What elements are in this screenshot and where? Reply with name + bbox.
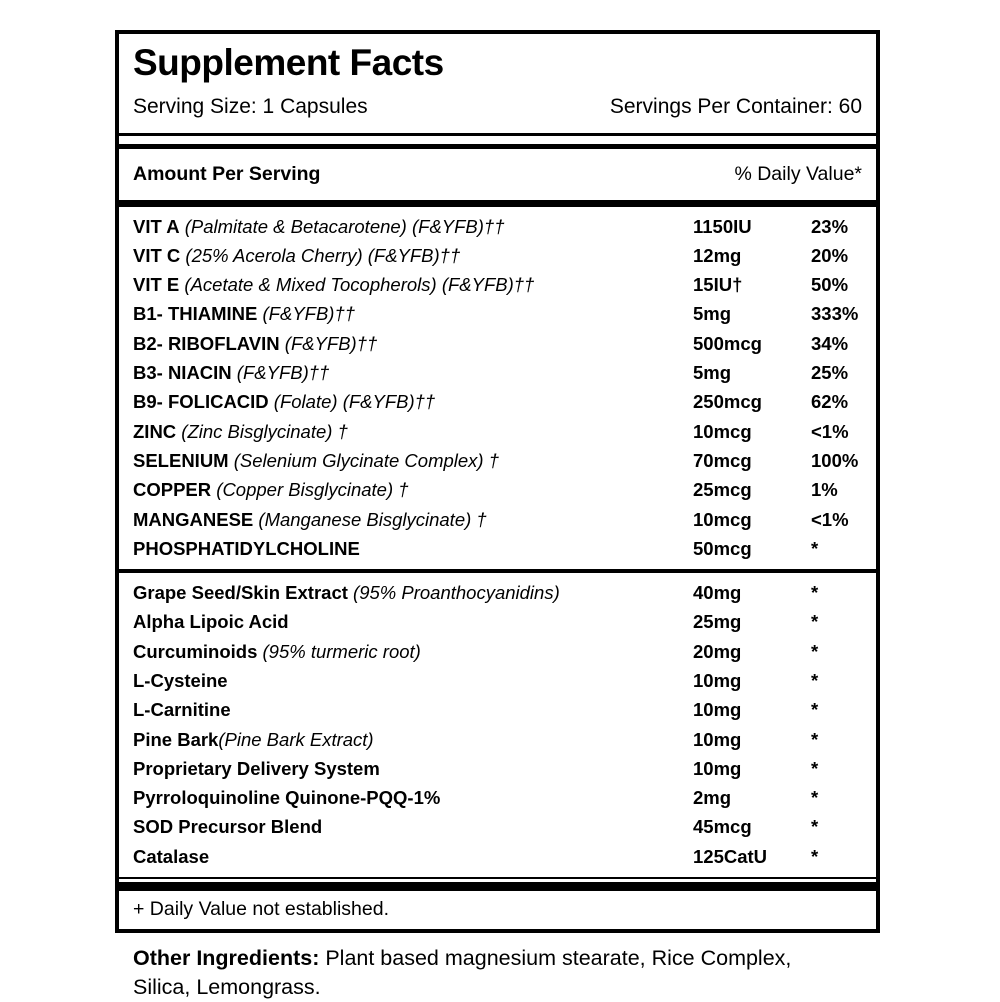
supplement-facts-panel [115, 30, 880, 933]
ingredient-name: Proprietary Delivery System [133, 757, 380, 779]
ingredient-detail: (Zinc Bisglycinate) † [176, 420, 348, 442]
nutrient-row [119, 241, 876, 270]
ingredient-amount: 10mg [693, 757, 742, 779]
daily-value-header: % Daily Value* [734, 162, 862, 185]
nutrients-table [119, 207, 876, 570]
ingredient-name: VIT A (Palmitate & Betacarotene) (F&YFB)†† [133, 215, 505, 237]
column-header-row [119, 149, 876, 207]
ingredient-daily-value: * [811, 787, 819, 809]
other-ingredients-label: Other Ingredients: [133, 945, 320, 970]
ingredient-detail: (Acetate & Mixed Tocopherols) (F&YFB)†† [179, 274, 535, 296]
ingredient-detail: (Manganese Bisglycinate) † [253, 508, 487, 530]
ingredient-amount: 10mg [693, 728, 742, 750]
ingredient-name: B2- RIBOFLAVIN (F&YFB)†† [133, 332, 378, 354]
botanical-row [119, 578, 876, 607]
ingredient-daily-value: * [811, 757, 819, 779]
ingredient-amount: 25mcg [693, 479, 752, 501]
nutrient-row [119, 505, 876, 534]
botanical-row [119, 812, 876, 841]
nutrient-row [119, 417, 876, 446]
ingredient-detail: (F&YFB)†† [231, 362, 330, 384]
ingredient-name: PHOSPHATIDYLCHOLINE [133, 537, 360, 559]
servings-per-container: Servings Per Container: 60 [609, 94, 862, 118]
botanicals-table [119, 573, 876, 877]
amount-per-serving-header: Amount Per Serving [133, 162, 321, 185]
panel-header [119, 34, 876, 133]
panel-title: Supplement Facts [133, 42, 444, 83]
ingredient-amount: 500mcg [693, 332, 762, 354]
nutrient-row [119, 387, 876, 416]
ingredient-detail: (F&YFB)†† [257, 303, 356, 325]
ingredient-amount: 10mcg [693, 508, 752, 530]
ingredient-daily-value: 100% [811, 449, 859, 471]
ingredient-daily-value: * [811, 728, 819, 750]
ingredient-name: L-Cysteine [133, 670, 228, 691]
ingredient-name: B1- THIAMINE (F&YFB)†† [133, 303, 356, 325]
ingredient-amount: 5mg [693, 362, 732, 384]
ingredient-name: ZINC (Zinc Bisglycinate) † [133, 420, 348, 442]
ingredient-detail: (Folate) (F&YFB)†† [268, 391, 436, 413]
nutrient-row [119, 329, 876, 358]
ingredient-name: VIT E (Acetate & Mixed Tocopherols) (F&YFB)†† [133, 274, 535, 296]
ingredient-name: B3- NIACIN (F&YFB)†† [133, 362, 330, 384]
ingredient-amount: 70mcg [693, 449, 752, 471]
nutrient-row [119, 475, 876, 504]
botanical-row [119, 695, 876, 724]
ingredient-name: Alpha Lipoic Acid [133, 611, 289, 633]
ingredient-name: Pine Bark(Pine Bark Extract) [133, 728, 374, 750]
other-ingredients-text: Plant based magnesium stearate, Rice Complex, Silica, Lemongrass. [133, 945, 792, 999]
ingredient-name: COPPER (Copper Bisglycinate) † [133, 479, 409, 501]
botanical-row [119, 783, 876, 812]
ingredient-amount: 125CatU [693, 845, 768, 867]
ingredient-detail: (Palmitate & Betacarotene) (F&YFB)†† [179, 215, 505, 237]
ingredient-daily-value: * [811, 670, 819, 691]
ingredient-amount: 2mg [693, 787, 732, 809]
nutrient-row [119, 270, 876, 299]
ingredient-name: MANGANESE (Manganese Bisglycinate) † [133, 508, 487, 530]
ingredient-daily-value: 50% [811, 274, 849, 296]
ingredient-name: Catalase [133, 845, 210, 867]
ingredient-name: SELENIUM (Selenium Glycinate Complex) † [133, 449, 500, 471]
ingredient-detail: (95% Proanthocyanidins) [347, 582, 560, 604]
ingredient-amount: 10mcg [693, 420, 752, 442]
ingredient-detail: (25% Acerola Cherry) (F&YFB)†† [180, 244, 461, 266]
ingredient-amount: 250mcg [693, 391, 762, 413]
ingredient-daily-value: 333% [811, 303, 859, 325]
ingredient-amount: 12mg [693, 244, 742, 266]
nutrient-row [119, 446, 876, 475]
ingredient-daily-value: 25% [811, 362, 849, 384]
ingredient-name: Pyrroloquinoline Quinone-PQQ-1% [133, 787, 441, 809]
nutrient-row [119, 534, 876, 563]
botanical-row [119, 607, 876, 636]
ingredient-amount: 40mg [693, 582, 742, 604]
ingredient-name: Grape Seed/Skin Extract (95% Proanthocyanidins) [133, 582, 560, 604]
ingredient-daily-value: <1% [811, 420, 849, 442]
header-divider [119, 133, 876, 149]
ingredient-daily-value: * [811, 699, 819, 721]
ingredient-daily-value: * [811, 611, 819, 633]
nutrient-row [119, 299, 876, 328]
footnote-divider [119, 877, 876, 891]
other-ingredients [133, 944, 813, 1002]
ingredient-daily-value: * [811, 640, 819, 662]
ingredient-name: Curcuminoids (95% turmeric root) [133, 640, 421, 662]
ingredient-detail: (95% turmeric root) [257, 640, 421, 662]
ingredient-daily-value: * [811, 582, 819, 604]
nutrient-row [119, 212, 876, 241]
ingredient-daily-value: 34% [811, 332, 849, 354]
ingredient-name: B9- FOLICACID (Folate) (F&YFB)†† [133, 391, 436, 413]
ingredient-name: VIT C (25% Acerola Cherry) (F&YFB)†† [133, 244, 461, 266]
ingredient-detail: (Selenium Glycinate Complex) † [228, 449, 500, 471]
ingredient-amount: 15IU† [693, 274, 743, 296]
ingredient-daily-value: * [811, 537, 819, 559]
ingredient-detail: (F&YFB)†† [279, 332, 378, 354]
ingredient-daily-value: * [811, 816, 819, 838]
serving-size: Serving Size: 1 Capsules [133, 94, 368, 118]
ingredient-amount: 10mg [693, 699, 742, 721]
ingredient-detail: (Pine Bark Extract) [218, 728, 374, 750]
ingredient-amount: 5mg [693, 303, 732, 325]
ingredient-amount: 50mcg [693, 537, 752, 559]
serving-info-row [133, 95, 862, 119]
nutrient-row [119, 358, 876, 387]
ingredient-name: SOD Precursor Blend [133, 816, 323, 838]
botanical-row [119, 637, 876, 666]
ingredient-daily-value: 62% [811, 391, 849, 413]
ingredient-amount: 10mg [693, 670, 742, 691]
ingredient-daily-value: 20% [811, 244, 849, 266]
ingredient-amount: 25mg [693, 611, 742, 633]
ingredient-amount: 45mcg [693, 816, 752, 838]
ingredient-amount: 20mg [693, 640, 742, 662]
ingredient-amount: 1150IU [693, 215, 752, 237]
ingredient-daily-value: * [811, 845, 819, 867]
ingredient-daily-value: <1% [811, 508, 849, 530]
ingredient-name: L-Carnitine [133, 699, 231, 721]
botanical-row [119, 725, 876, 754]
ingredient-daily-value: 1% [811, 479, 838, 501]
ingredient-daily-value: 23% [811, 215, 849, 237]
botanical-row [119, 754, 876, 783]
ingredient-detail: (Copper Bisglycinate) † [211, 479, 409, 501]
botanical-row [119, 666, 876, 695]
daily-value-footnote: + Daily Value not established. [133, 898, 390, 921]
botanical-row [119, 842, 876, 871]
